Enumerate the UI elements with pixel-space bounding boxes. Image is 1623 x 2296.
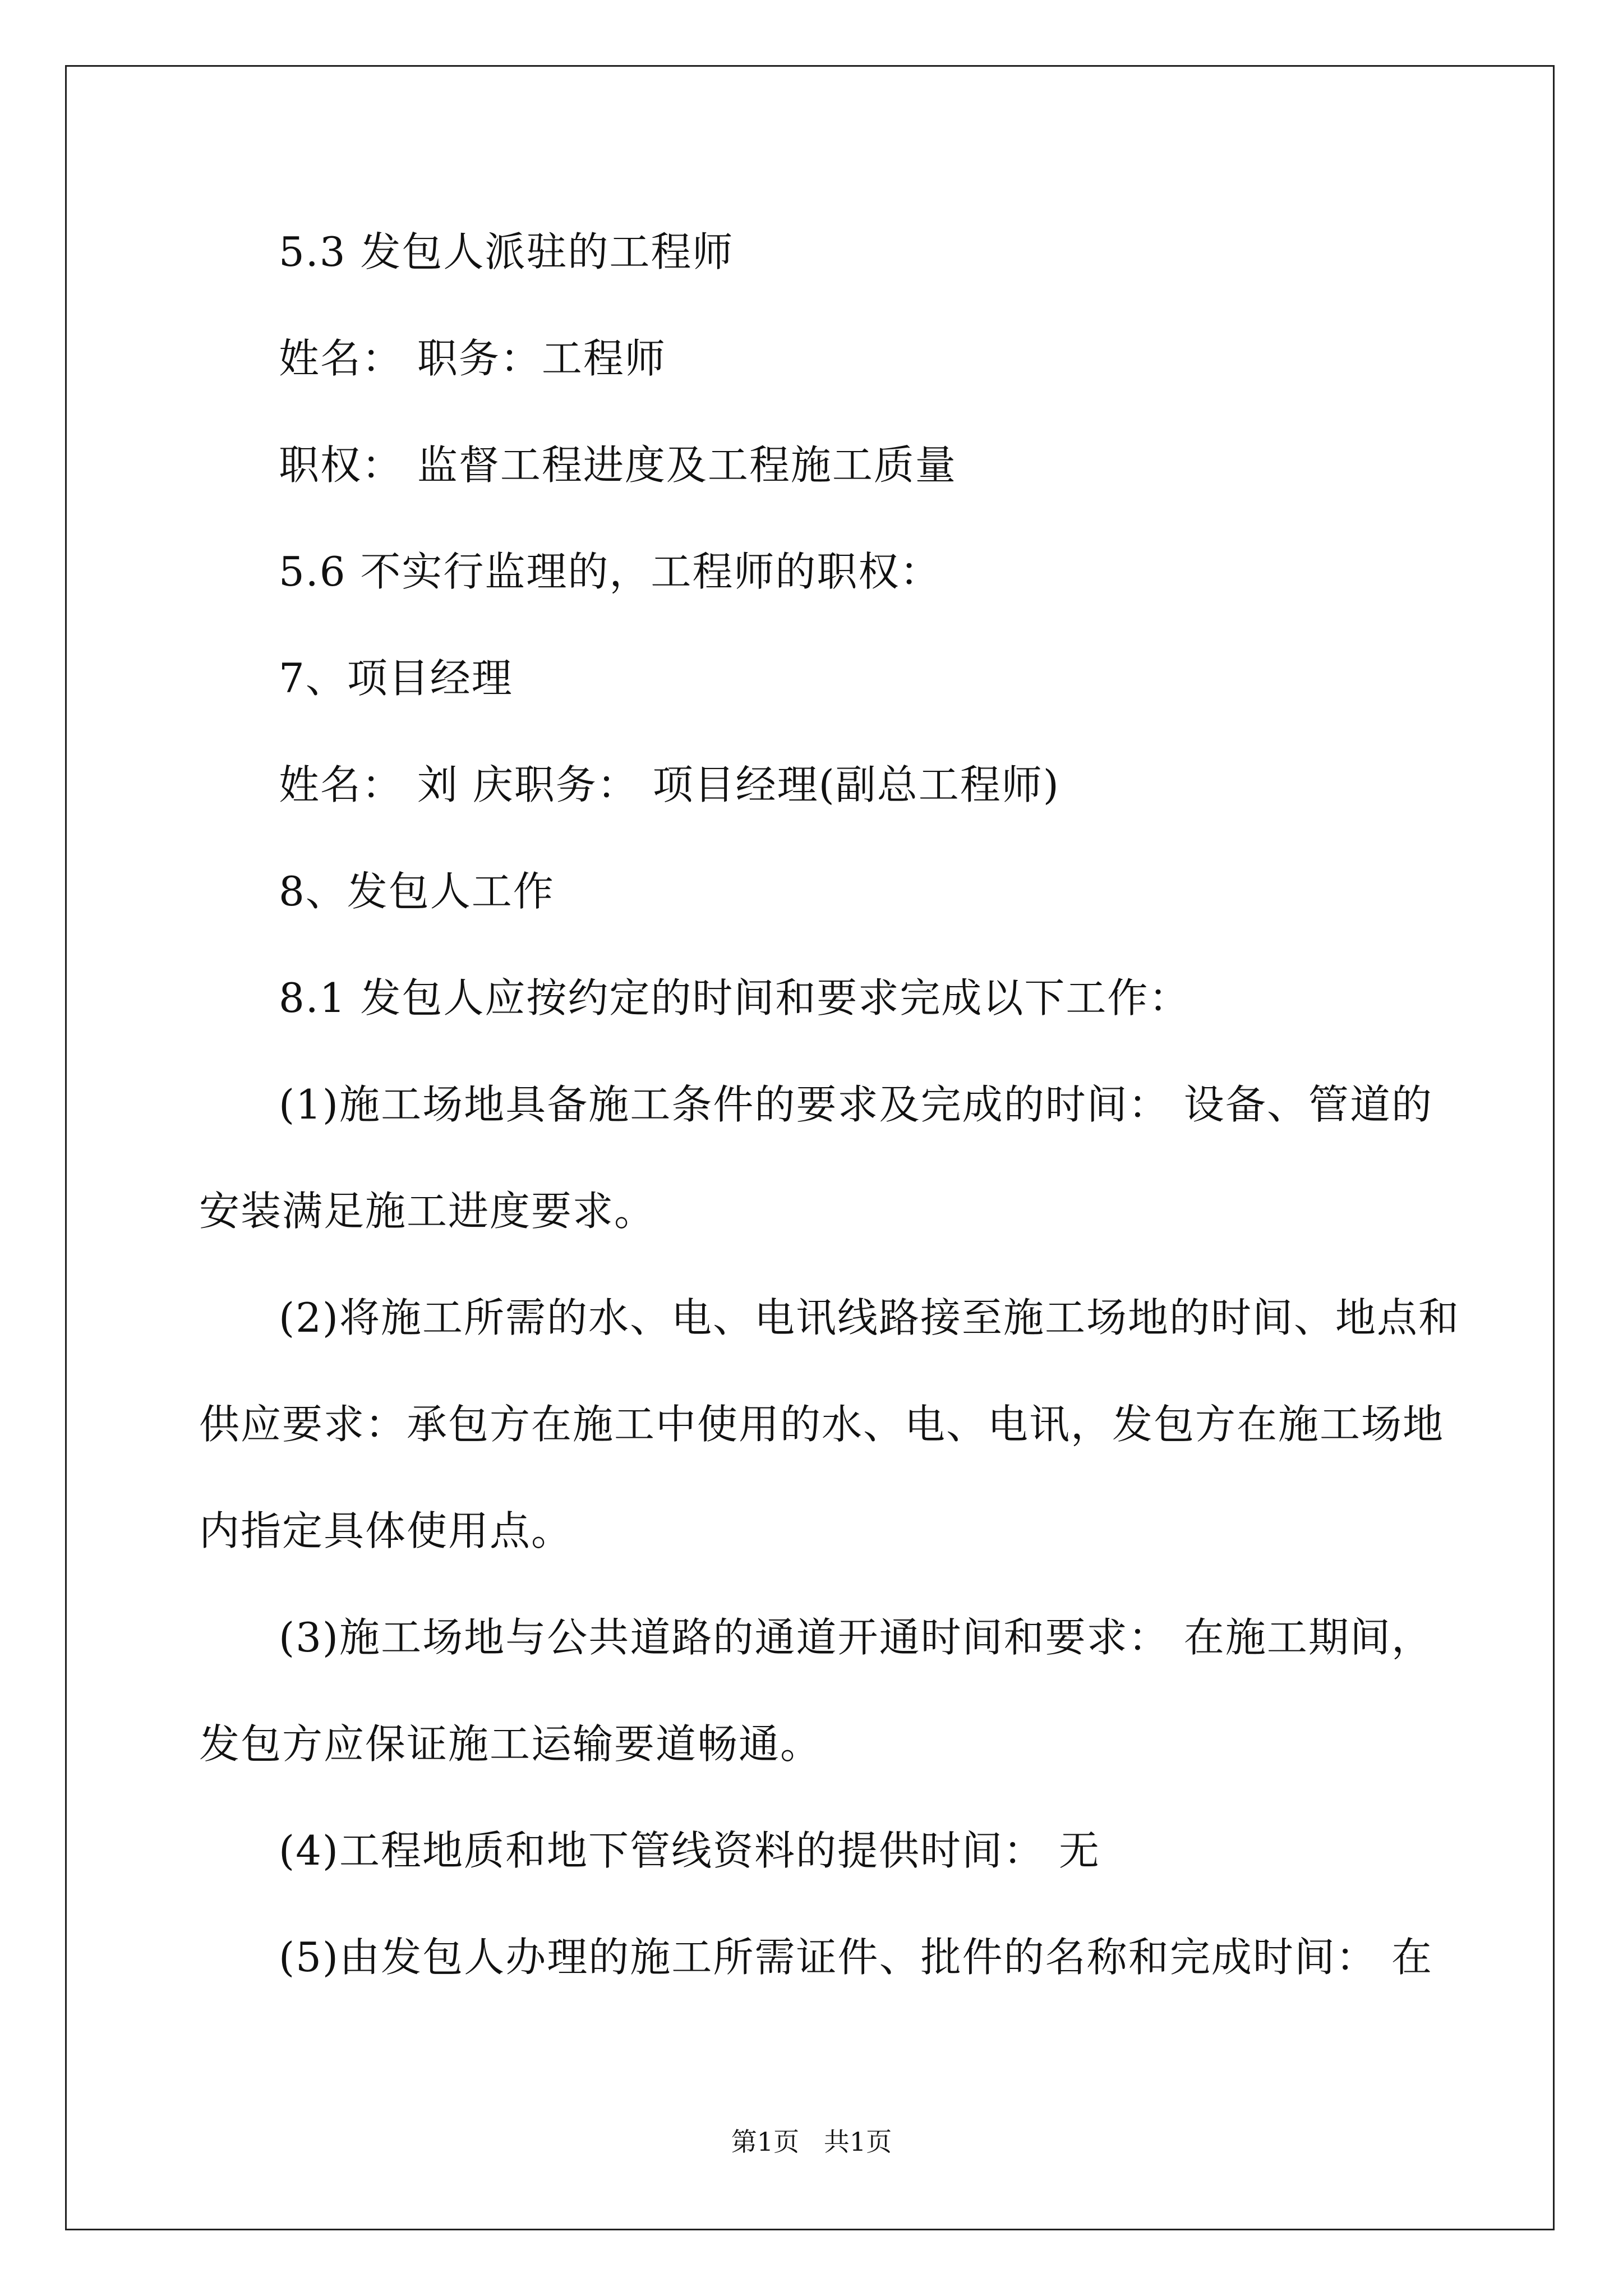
item-2-line-2: 供应要求：承包方在施工中使用的水、电、电讯，发包方在施工场地	[199, 1401, 1445, 1448]
engineer-authority: 职权： 监督工程进度及工程施工质量	[279, 441, 957, 489]
page-footer: 第1页 共1页	[731, 2127, 892, 2157]
section-5-3-heading: 5.3 发包人派驻的工程师	[279, 228, 734, 275]
section-8-heading: 8、发包人工作	[279, 868, 555, 915]
item-2-line-1: (2)将施工所需的水、电、电讯线路接至施工场地的时间、地点和	[279, 1294, 1460, 1341]
project-manager-line: 姓名： 刘 庆职务： 项目经理(副总工程师)	[279, 761, 1060, 808]
item-1-line-2: 安装满足施工进度要求。	[199, 1188, 656, 1235]
section-5-6-heading: 5.6 不实行监理的，工程师的职权：	[279, 548, 942, 595]
item-4-line-1: (4)工程地质和地下管线资料的提供时间： 无	[279, 1827, 1100, 1874]
item-5-line-1: (5)由发包人办理的施工所需证件、批件的名称和完成时间： 在	[279, 1934, 1433, 1981]
section-8-1-heading: 8.1 发包人应按约定的时间和要求完成以下工作：	[279, 974, 1191, 1022]
item-3-line-1: (3)施工场地与公共道路的通道开通时间和要求： 在施工期间，	[279, 1614, 1433, 1661]
item-1-line-1: (1)施工场地具备施工条件的要求及完成的时间： 设备、管道的	[279, 1081, 1433, 1128]
section-7-heading: 7、项目经理	[279, 655, 513, 702]
page-border	[65, 65, 1555, 2230]
engineer-name-title: 姓名： 职务：工程师	[279, 335, 666, 382]
item-2-line-3: 内指定具体使用点。	[199, 1507, 573, 1554]
item-3-line-2: 发包方应保证施工运输要道畅通。	[199, 1720, 822, 1768]
